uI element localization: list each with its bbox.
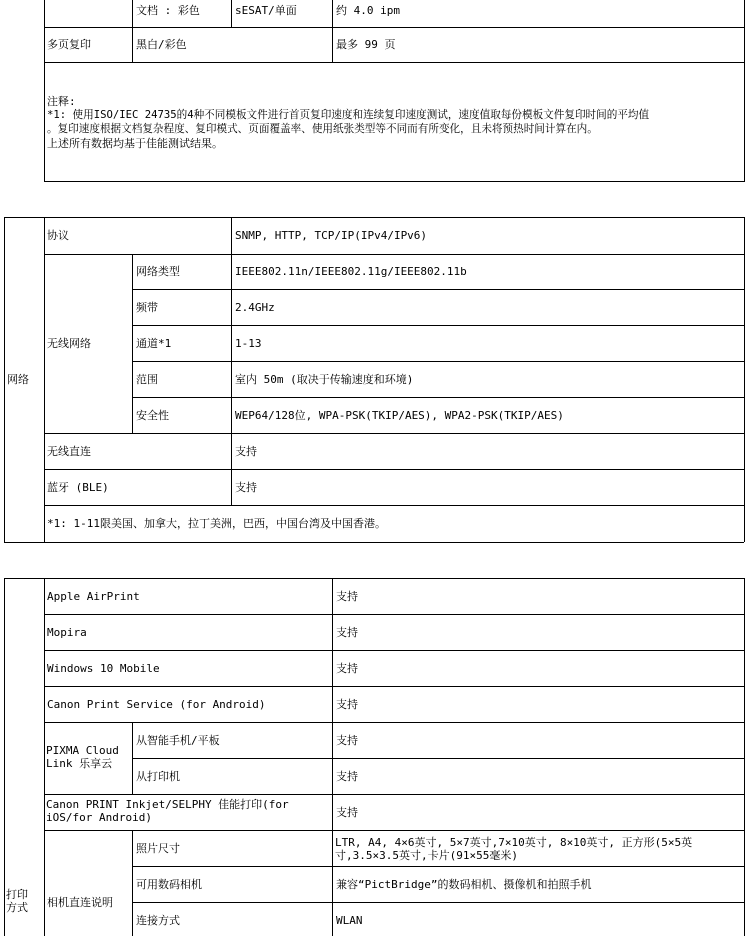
- copy-color-doc-mode: 文档 : 彩色: [136, 4, 200, 17]
- rule: [132, 830, 133, 936]
- rule: [4, 217, 744, 218]
- cloud-label: PIXMA Cloud Link 乐享云: [46, 744, 119, 770]
- notes-line-1: *1: 使用ISO/IEC 24735的4种不同模板文件进行首页复印速度和连续复印速度测试，速度值取每份模板文件复印时间的平均值: [47, 109, 650, 121]
- wireless-direct-value: 支持: [235, 445, 257, 458]
- inkjet-label: Canon PRINT Inkjet/SELPHY 佳能打印(for iOS/for Android): [46, 798, 289, 824]
- wireless-item-value: 1-13: [235, 337, 262, 350]
- rule: [332, 0, 333, 63]
- camera-connection-label: 连接方式: [136, 914, 180, 927]
- rule: [132, 325, 744, 326]
- rule: [744, 217, 745, 542]
- rule: [132, 289, 744, 290]
- airprint-value: 支持: [336, 590, 358, 603]
- rule: [132, 0, 133, 63]
- notes-title: 注释:: [47, 95, 76, 108]
- wireless-item-value: 2.4GHz: [235, 301, 275, 314]
- rule: [44, 686, 744, 687]
- notes-line-2: 。复印速度根据文档复杂程度、复印模式、页面覆盖率、使用纸张类型等不同而有所变化，且未将预热时间计算在内。: [47, 123, 598, 135]
- rule: [44, 254, 744, 255]
- rule: [132, 758, 744, 759]
- ble-label: 蓝牙 (BLE): [47, 481, 109, 494]
- rule: [4, 578, 5, 936]
- wireless-label: 无线网络: [47, 337, 91, 350]
- notes-line-3: 上述所有数据均基于佳能测试结果。: [47, 137, 223, 150]
- rule: [44, 505, 744, 506]
- rule: [44, 27, 744, 28]
- rule: [44, 794, 744, 795]
- rule: [132, 866, 744, 867]
- cloud-printer-label: 从打印机: [136, 770, 180, 783]
- rule: [44, 433, 744, 434]
- camera-cameras-value: 兼容“PictBridge”的数码相机、摄像机和拍照手机: [336, 878, 592, 891]
- rule: [4, 542, 744, 543]
- camera-cameras-label: 可用数码相机: [136, 878, 202, 891]
- rule: [4, 578, 744, 579]
- camera-connection-value: WLAN: [336, 914, 363, 927]
- rule: [744, 578, 745, 936]
- win10-value: 支持: [336, 662, 358, 675]
- wireless-item-label: 频带: [136, 301, 158, 314]
- wireless-item-value: IEEE802.11n/IEEE802.11g/IEEE802.11b: [235, 265, 467, 278]
- canon-service-label: Canon Print Service (for Android): [47, 698, 266, 711]
- print-methods-label: 打印方式: [6, 888, 28, 914]
- cloud-smart-value: 支持: [336, 734, 358, 747]
- rule: [44, 830, 744, 831]
- rule: [44, 469, 744, 470]
- rule: [332, 578, 333, 936]
- rule: [132, 722, 133, 795]
- rule: [44, 614, 744, 615]
- cloud-printer-value: 支持: [336, 770, 358, 783]
- rule: [132, 902, 744, 903]
- rule: [132, 397, 744, 398]
- wireless-item-label: 安全性: [136, 409, 169, 422]
- mopria-label: Mopira: [47, 626, 87, 639]
- rule: [44, 722, 744, 723]
- camera-photo-size-value: LTR, A4, 4×6英寸, 5×7英寸,7×10英寸, 8×10英寸, 正方形(5×5英寸,3.5×3.5英寸,卡片(91×55毫米): [335, 836, 693, 862]
- multi-copy-label: 多页复印: [47, 38, 91, 51]
- wireless-item-label: 网络类型: [136, 265, 180, 278]
- rule: [44, 217, 45, 542]
- copy-color-doc-standard: sESAT/单面: [235, 4, 297, 17]
- wireless-direct-label: 无线直连: [47, 445, 91, 458]
- rule: [744, 0, 745, 182]
- rule: [4, 217, 5, 542]
- protocol-value: SNMP, HTTP, TCP/IP(IPv4/IPv6): [235, 229, 428, 242]
- rule: [44, 62, 744, 63]
- mopria-value: 支持: [336, 626, 358, 639]
- airprint-label: Apple AirPrint: [47, 590, 140, 603]
- copy-color-doc-value: 约 4.0 ipm: [336, 4, 400, 17]
- wireless-item-label: 范围: [136, 373, 158, 386]
- win10-label: Windows 10 Mobile: [47, 662, 160, 675]
- rule: [132, 254, 133, 434]
- wireless-item-label: 通道*1: [136, 337, 172, 350]
- multi-copy-mode: 黑白/彩色: [136, 38, 187, 51]
- camera-label: 相机直连说明: [47, 896, 113, 909]
- rule: [44, 181, 744, 182]
- rule: [44, 650, 744, 651]
- camera-photo-size-label: 照片尺寸: [136, 842, 180, 855]
- cloud-smart-label: 从智能手机/平板: [136, 734, 220, 747]
- rule: [44, 0, 45, 182]
- rule: [231, 0, 232, 28]
- canon-service-value: 支持: [336, 698, 358, 711]
- protocol-label: 协议: [47, 229, 69, 242]
- inkjet-value: 支持: [336, 806, 358, 819]
- wireless-item-value: WEP64/128位, WPA-PSK(TKIP/AES), WPA2-PSK(TKIP/AES): [235, 409, 564, 422]
- multi-copy-value: 最多 99 页: [336, 38, 396, 51]
- rule: [44, 578, 45, 936]
- network-note: *1: 1-11限美国、加拿大，拉丁美洲，巴西，中国台湾及中国香港。: [47, 517, 386, 530]
- rule: [132, 361, 744, 362]
- rule: [231, 217, 232, 506]
- ble-value: 支持: [235, 481, 257, 494]
- wireless-item-value: 室内 50m (取决于传输速度和环境): [235, 373, 414, 386]
- network-section-label: 网络: [7, 373, 29, 386]
